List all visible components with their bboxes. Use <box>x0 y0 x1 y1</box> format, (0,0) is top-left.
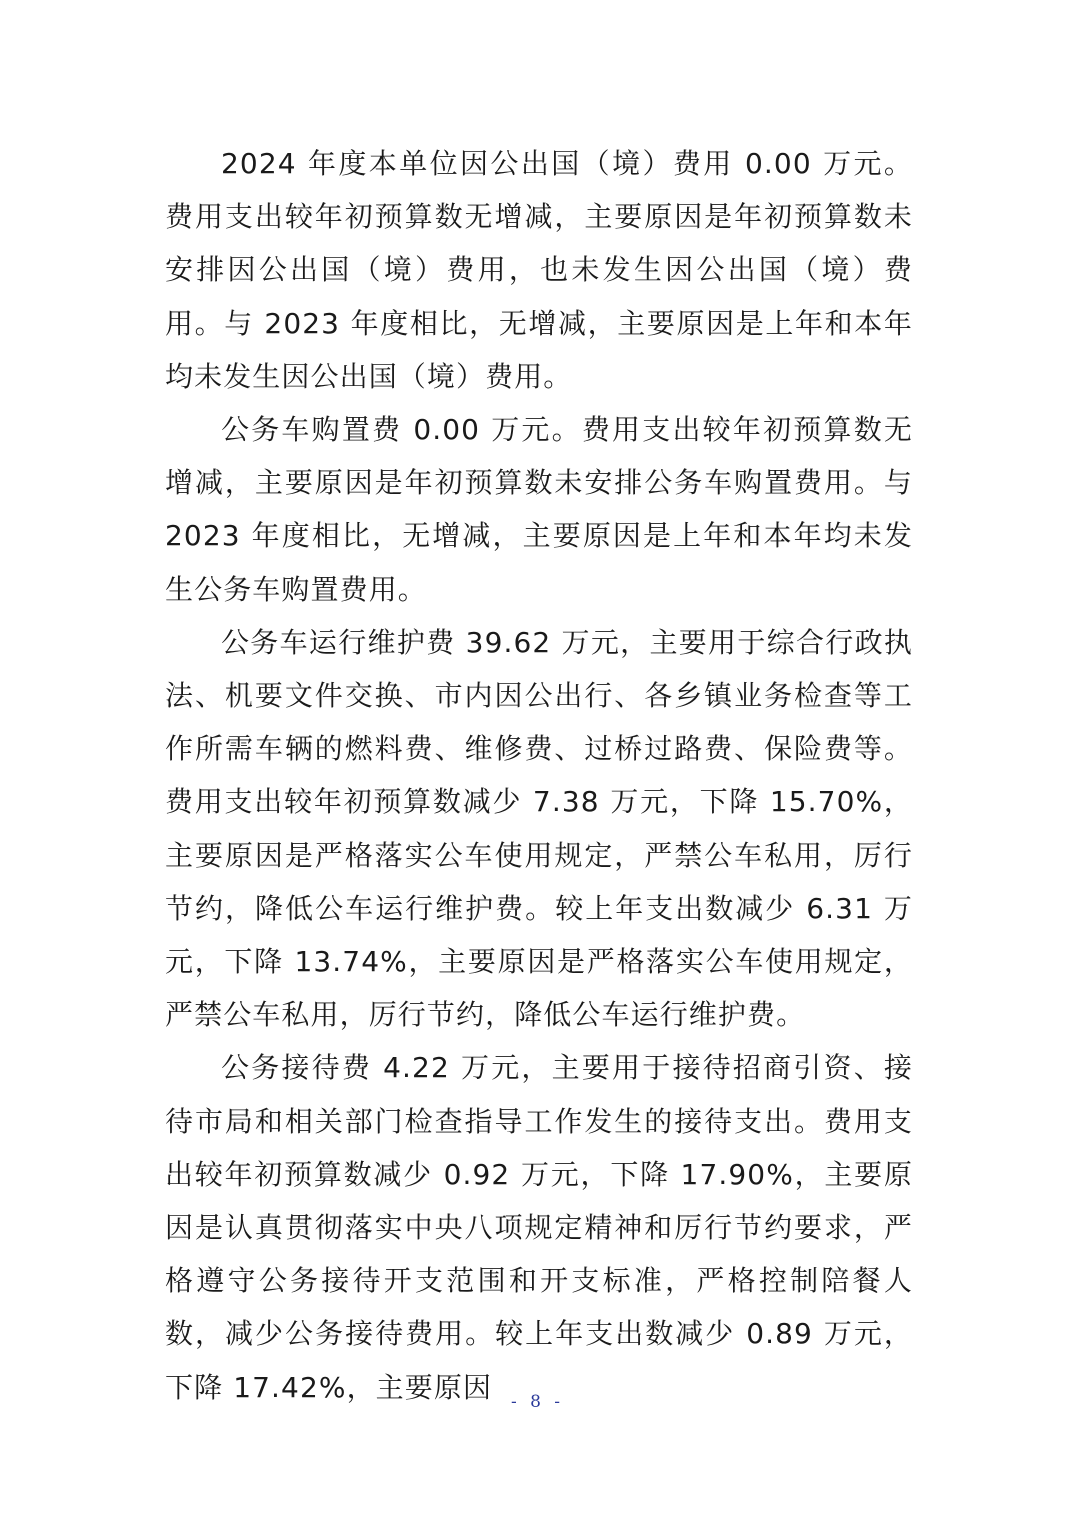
paragraph-overseas-travel-cost: 2024 年度本单位因公出国（境）费用 0.00 万元。费用支出较年初预算数无增减，主要原因是年初预算数未安排因公出国（境）费用，也未发生因公出国（境）费用。与 2023 年度相比，无增减，主要原因是上年和本年均未发生因公出国（境）费用。 <box>165 147 913 393</box>
body-text <box>165 137 913 1414</box>
paragraph-vehicle-purchase-cost: 公务车购置费 0.00 万元。费用支出较年初预算数无增减，主要原因是年初预算数未安排公务车购置费用。与 2023 年度相比，无增减，主要原因是上年和本年均未发生公务车购置费用。 <box>165 413 913 606</box>
paragraph-reception-cost: 公务接待费 4.22 万元，主要用于接待招商引资、接待市局和相关部门检查指导工作发生的接待支出。费用支出较年初预算数减少 0.92 万元，下降 17.90%，主要原因是认真贯彻落实中央八项规定精神和厉行节约要求，严格遵守公务接待开支范围和开支标准，严格控制陪餐人数，减少公务接待费用。较上年支出数减少 0.89 万元，下降 17.42%，主要原因 <box>165 1051 913 1404</box>
page-number: - 8 - <box>510 1392 565 1412</box>
paragraph-vehicle-maintenance-cost: 公务车运行维护费 39.62 万元，主要用于综合行政执法、机要文件交换、市内因公出行、各乡镇业务检查等工作所需车辆的燃料费、维修费、过桥过路费、保险费等。费用支出较年初预算数减少 7.38 万元，下降 15.70%，主要原因是严格落实公车使用规定，严禁公车私用，厉行节约，降低公车运行维护费。较上年支出数减少 6.31 万元，下降 13.74%，主要原因是严格落实公车使用规定，严禁公车私用，厉行节约，降低公车运行维护费。 <box>165 625 913 1032</box>
